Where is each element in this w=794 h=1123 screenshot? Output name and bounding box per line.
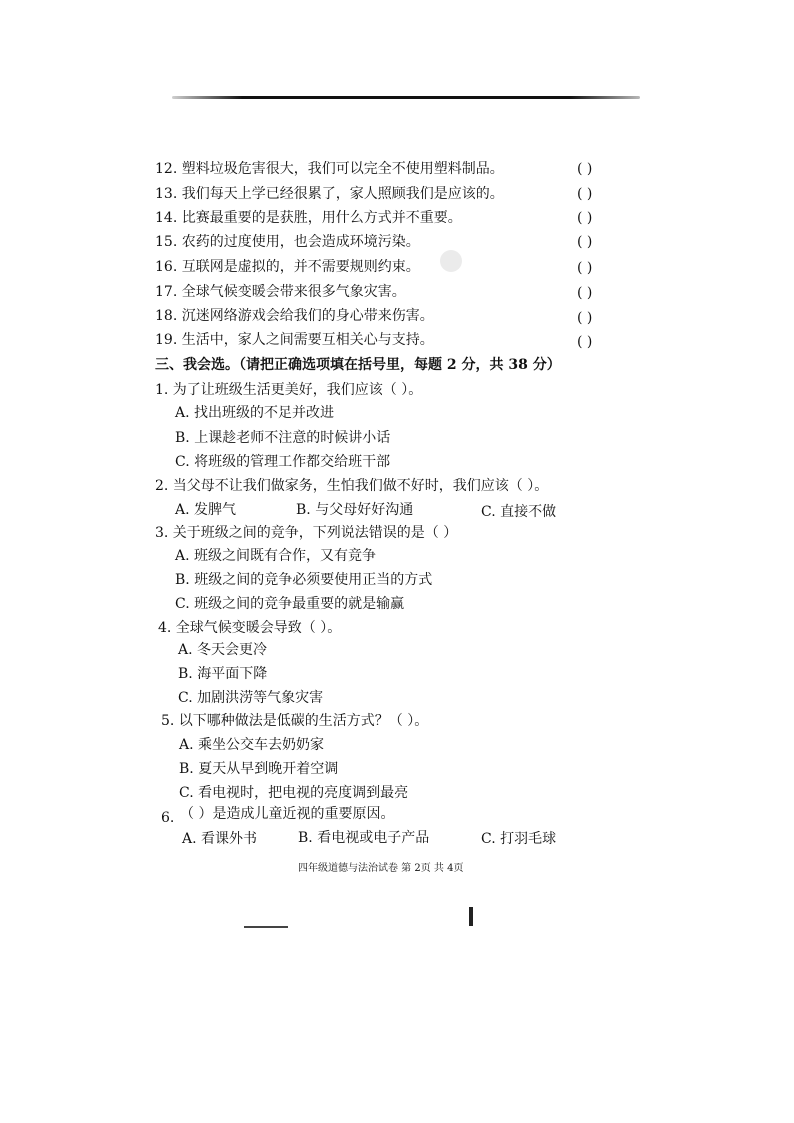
judgement-item-14: 14. 比赛最重要的是获胜，用什么方式并不重要。 [155,210,462,226]
question-5-stem: 5. 以下哪种做法是低碳的生活方式？（ ）。 [161,713,429,729]
question-3-stem: 3. 关于班级之间的竞争，下列说法错误的是（ ） [155,525,458,541]
scan-mark-dash [244,926,288,928]
scan-smudge [440,250,462,272]
answer-paren-17[interactable]: ( ) [577,285,593,301]
answer-paren-18[interactable]: ( ) [577,310,593,326]
question-6-option-b: B. 看电视或电子产品 [298,830,430,846]
question-3-option-a: A. 班级之间既有合作，又有竞争 [175,548,377,564]
judgement-item-12: 12. 塑料垃圾危害很大，我们可以完全不使用塑料制品。 [155,161,504,177]
judgement-item-16: 16. 互联网是虚拟的，并不需要规则约束。 [155,259,420,275]
answer-paren-14[interactable]: ( ) [577,210,593,226]
answer-paren-12[interactable]: ( ) [577,161,593,177]
question-4-option-b: B. 海平面下降 [178,666,268,682]
question-1-stem: 1. 为了让班级生活更美好，我们应该（ ）。 [155,382,423,398]
answer-paren-15[interactable]: ( ) [577,234,593,250]
question-3-option-b: B. 班级之间的竞争必须要使用正当的方式 [175,572,433,588]
question-5-option-c: C. 看电视时，把电视的亮度调到最亮 [179,785,409,801]
scan-mark-bar [469,907,473,926]
answer-paren-13[interactable]: ( ) [577,186,593,202]
question-1-option-b: B. 上课趁老师不注意的时候讲小话 [175,430,391,446]
judgement-item-15: 15. 农药的过度使用，也会造成环境污染。 [155,234,420,250]
question-5-option-b: B. 夏天从早到晚开着空调 [179,761,339,777]
section-heading: 三、我会选。（请把正确选项填在括号里，每题 2 分，共 38 分） [155,357,561,373]
question-6-number: 6. [161,810,175,826]
question-6-stem: （ ）是造成儿童近视的重要原因。 [180,806,395,822]
question-2-stem: 2. 当父母不让我们做家务，生怕我们做不好时，我们应该（ ）。 [155,478,549,494]
question-4-option-a: A. 冬天会更冷 [178,642,268,658]
answer-paren-16[interactable]: ( ) [577,260,593,276]
question-6-option-a: A. 看课外书 [182,831,258,847]
question-2-option-c: C. 直接不做 [481,504,557,520]
question-4-option-c: C. 加剧洪涝等气象灾害 [178,690,324,706]
judgement-item-17: 17. 全球气候变暖会带来很多气象灾害。 [155,284,406,300]
question-1-option-a: A. 找出班级的不足并改进 [175,405,335,421]
question-6-option-c: C. 打羽毛球 [481,831,557,847]
question-2-option-a: A. 发脾气 [175,502,237,518]
question-4-stem: 4. 全球气候变暖会导致（ ）。 [158,620,342,636]
question-3-option-c: C. 班级之间的竞争最重要的就是输赢 [175,596,405,612]
judgement-item-19: 19. 生活中，家人之间需要互相关心与支持。 [155,332,434,348]
question-2-option-b: B. 与父母好好沟通 [296,502,414,518]
top-rule [172,96,640,99]
judgement-item-13: 13. 我们每天上学已经很累了，家人照顾我们是应该的。 [155,186,504,202]
question-5-option-a: A. 乘坐公交车去奶奶家 [179,737,325,753]
question-1-option-c: C. 将班级的管理工作都交给班干部 [175,454,391,470]
judgement-item-18: 18. 沉迷网络游戏会给我们的身心带来伤害。 [155,308,434,324]
page-footer: 四年级道德与法治试卷 第 2页 共 4页 [298,863,464,874]
answer-paren-19[interactable]: ( ) [577,334,593,350]
